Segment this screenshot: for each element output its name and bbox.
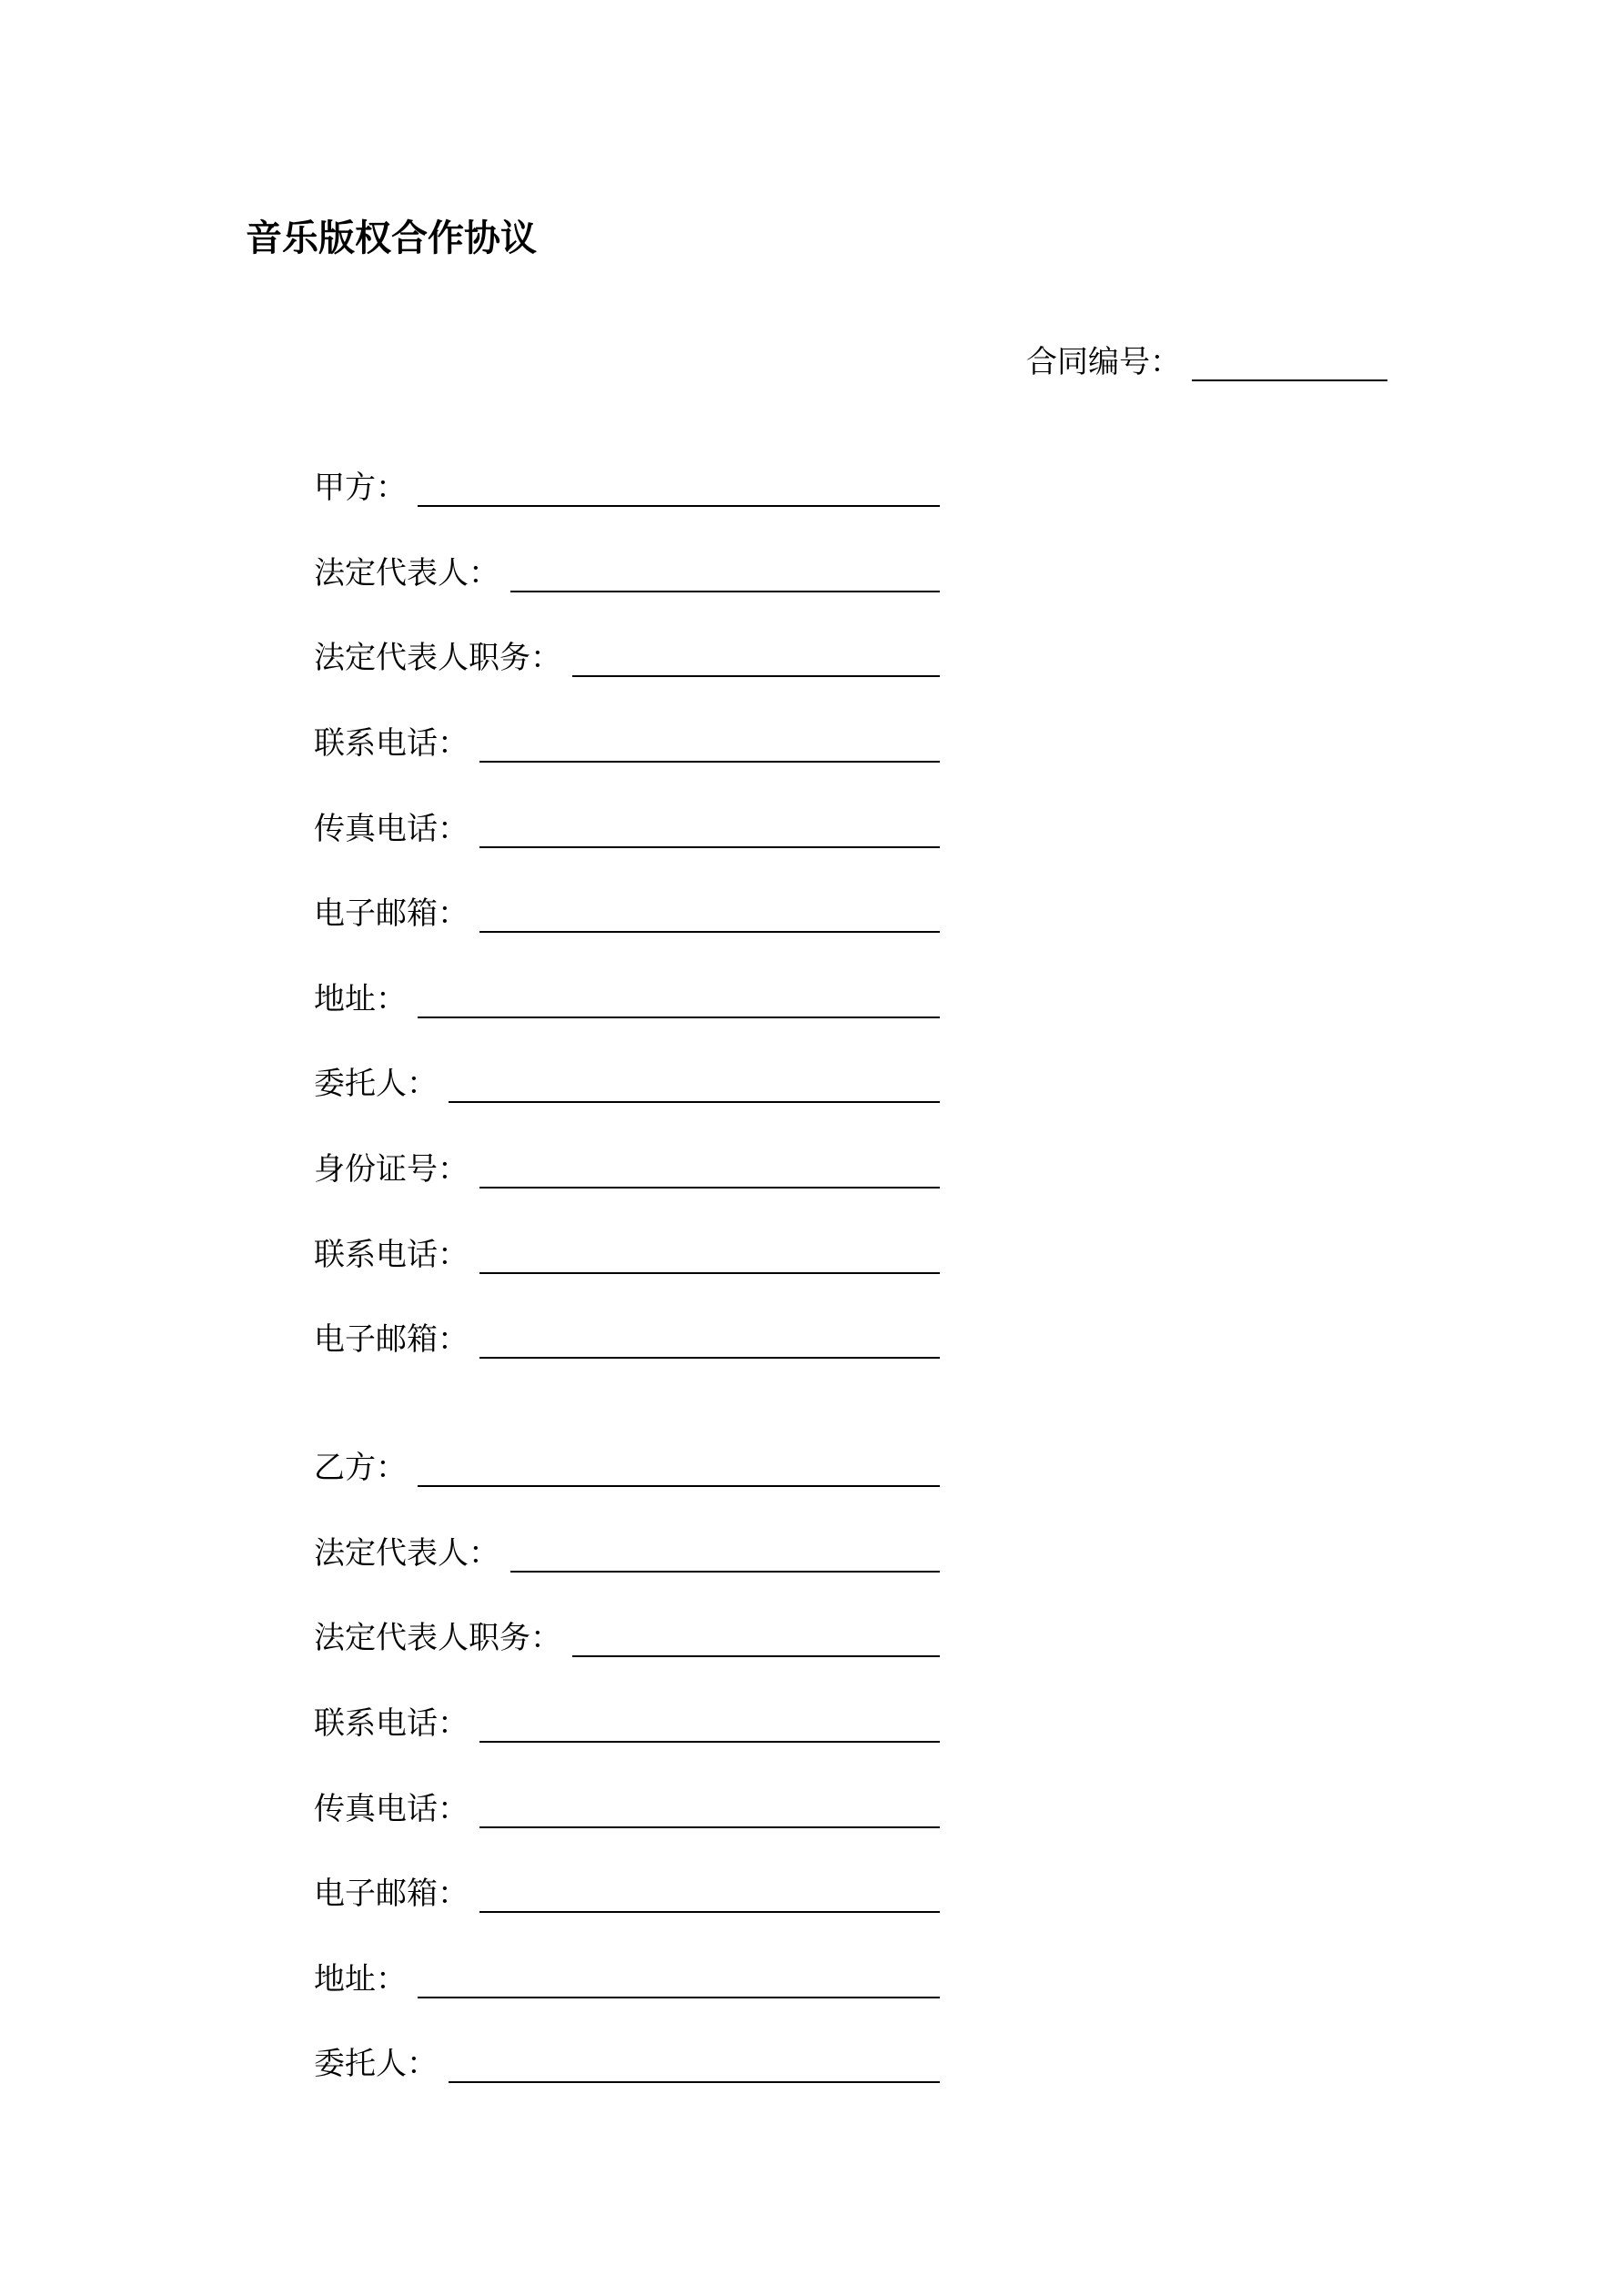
party-a-field-legal-rep-title xyxy=(314,634,940,682)
party-b-field-name xyxy=(314,1444,940,1492)
party-a-field-agent-phone xyxy=(314,1231,940,1279)
field-blank[interactable] xyxy=(479,1704,940,1743)
party-a-field-legal-rep xyxy=(314,550,940,597)
field-blank[interactable] xyxy=(479,810,940,848)
party-b-field-address xyxy=(314,1956,940,2003)
party-b-field-agent xyxy=(314,2040,940,2088)
party-a-field-agent xyxy=(314,1060,940,1108)
party-a-field-id-number xyxy=(314,1146,940,1193)
party-b-field-legal-rep-title xyxy=(314,1614,940,1662)
field-label: 法定代表人： xyxy=(314,555,499,592)
field-blank[interactable] xyxy=(479,895,940,933)
field-label: 联系电话： xyxy=(314,1237,469,1273)
field-label: 传真电话： xyxy=(314,1791,469,1827)
field-label: 联系电话： xyxy=(314,1705,469,1742)
field-blank[interactable] xyxy=(479,1320,940,1359)
party-b-field-phone xyxy=(314,1700,940,1747)
contract-number-label: 合同编号： xyxy=(1026,344,1181,380)
field-label: 电子邮箱： xyxy=(314,1876,469,1912)
party-a-field-address xyxy=(314,976,940,1023)
page-title: 音乐版权合作协议 xyxy=(246,217,537,259)
contract-number-blank[interactable] xyxy=(1192,343,1387,381)
party-a-field-agent-email xyxy=(314,1316,940,1363)
field-label: 委托人： xyxy=(314,2046,438,2082)
field-blank[interactable] xyxy=(418,469,940,507)
field-blank[interactable] xyxy=(572,1619,940,1657)
field-label: 身份证号： xyxy=(314,1151,469,1188)
field-blank[interactable] xyxy=(418,980,940,1018)
field-label: 法定代表人职务： xyxy=(314,640,561,676)
field-label: 传真电话： xyxy=(314,811,469,847)
field-blank[interactable] xyxy=(449,2045,940,2083)
party-a-field-email xyxy=(314,890,940,937)
party-b-field-legal-rep xyxy=(314,1530,940,1577)
field-blank[interactable] xyxy=(572,639,940,677)
field-blank[interactable] xyxy=(510,554,940,592)
field-blank[interactable] xyxy=(479,724,940,763)
field-blank[interactable] xyxy=(479,1875,940,1913)
field-label: 乙方： xyxy=(314,1450,407,1486)
party-a-field-phone xyxy=(314,720,940,767)
field-label: 甲方： xyxy=(314,470,407,506)
party-a-field-fax xyxy=(314,805,940,853)
field-blank[interactable] xyxy=(449,1065,940,1103)
field-blank[interactable] xyxy=(418,1449,940,1487)
field-label: 地址： xyxy=(314,981,407,1017)
field-blank[interactable] xyxy=(479,1790,940,1828)
field-blank[interactable] xyxy=(418,1960,940,1998)
field-label: 法定代表人： xyxy=(314,1535,499,1572)
party-b-field-email xyxy=(314,1870,940,1917)
field-blank[interactable] xyxy=(479,1236,940,1274)
field-label: 电子邮箱： xyxy=(314,1321,469,1358)
field-label: 电子邮箱： xyxy=(314,895,469,932)
field-label: 地址： xyxy=(314,1961,407,1998)
contract-number-field xyxy=(1026,339,1387,386)
field-label: 委托人： xyxy=(314,1066,438,1102)
party-a-field-name xyxy=(314,464,940,511)
field-blank[interactable] xyxy=(479,1150,940,1188)
field-blank[interactable] xyxy=(510,1534,940,1573)
field-label: 联系电话： xyxy=(314,725,469,762)
party-b-field-fax xyxy=(314,1785,940,1833)
field-label: 法定代表人职务： xyxy=(314,1620,561,1656)
